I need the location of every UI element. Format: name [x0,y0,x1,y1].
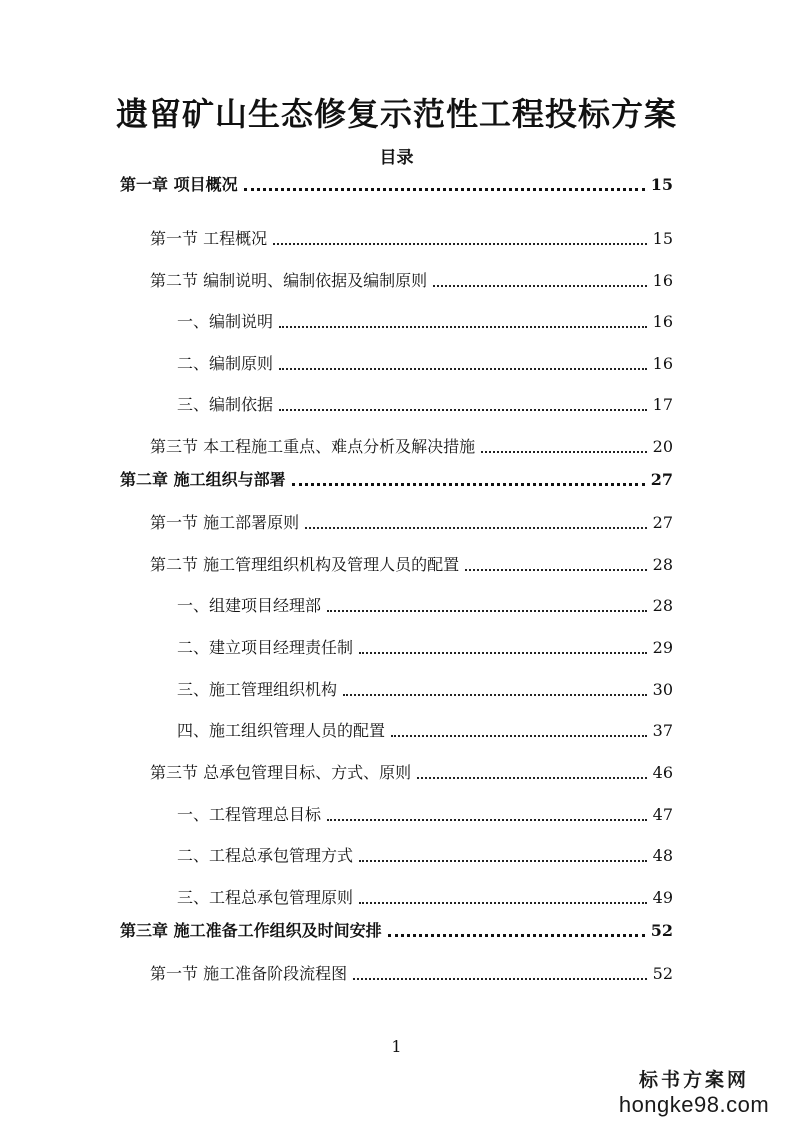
toc-dot-leader [359,860,647,862]
toc-entry-label: 一、组建项目经理部 [177,596,322,615]
toc-entry[interactable] [177,591,673,617]
toc-dot-leader [327,819,647,821]
toc-entry[interactable] [177,841,673,867]
toc-dot-leader [343,694,647,696]
toc-entry-page: 17 [652,395,673,414]
toc-entry-label: 二、建立项目经理责任制 [177,638,354,657]
toc-dot-leader [359,902,647,904]
toc-entry-label: 一、工程管理总目标 [177,805,322,824]
watermark-logo [609,1070,779,1118]
toc-entry-label: 二、工程总承包管理方式 [177,846,354,865]
toc-entry-page: 15 [652,229,673,248]
toc-entry[interactable] [150,550,673,576]
toc-entry-label: 三、编制依据 [177,395,274,414]
toc-dot-leader [388,934,645,937]
toc-entry-page: 28 [652,596,673,615]
toc-entry-page: 16 [652,354,673,373]
toc-dot-leader [244,188,645,191]
toc-entry-label: 第三章 施工准备工作组织及时间安排 [120,921,382,940]
toc-entry-page: 16 [652,271,673,290]
toc-heading: 目录 [379,148,414,168]
toc-entry-label: 第二节 施工管理组织机构及管理人员的配置 [150,555,460,574]
toc-entry[interactable] [120,170,673,196]
toc-dot-leader [279,326,647,328]
toc-dot-leader [273,243,647,245]
watermark-name: 标书方案网 [638,1070,749,1091]
toc-dot-leader [391,735,647,737]
toc-entry-page: 46 [652,763,673,782]
toc-entry[interactable] [150,508,673,534]
toc-entry-page: 15 [650,175,673,194]
toc-entry-page: 27 [650,470,673,489]
toc-dot-leader [305,527,647,529]
toc-dot-leader [327,610,647,612]
toc-dot-leader [465,569,647,571]
toc-entry[interactable] [150,224,673,250]
toc-entry-label: 二、编制原则 [177,354,274,373]
toc-entry-page: 29 [652,638,673,657]
toc-entry-label: 第三节 本工程施工重点、难点分析及解决措施 [150,437,476,456]
toc-entry-label: 一、编制说明 [177,312,274,331]
toc-entry-page: 52 [650,921,673,940]
toc-entry[interactable] [120,916,673,942]
toc-entry[interactable] [150,266,673,292]
toc-dot-leader [279,409,647,411]
toc-entry[interactable] [150,758,673,784]
toc-entry-page: 37 [652,721,673,740]
toc-entry-page: 28 [652,555,673,574]
toc-entry-page: 48 [652,846,673,865]
toc-entry-label: 第一节 工程概况 [150,229,268,248]
toc-entry[interactable] [177,307,673,333]
watermark-url: hongke98.com [618,1092,770,1117]
toc-entry-page: 16 [652,312,673,331]
toc-entry-page: 27 [652,513,673,532]
toc-entry-label: 第二章 施工组织与部署 [120,470,286,489]
document-title: 遗留矿山生态修复示范性工程投标方案 [115,95,677,133]
toc-entry-page: 49 [652,888,673,907]
toc-dot-leader [292,483,645,486]
toc-entry[interactable] [150,432,673,458]
toc-entry[interactable] [177,349,673,375]
toc-entry[interactable] [177,883,673,909]
toc-entry-label: 第一章 项目概况 [120,175,238,194]
toc-entry[interactable] [177,675,673,701]
toc-entry[interactable] [120,465,673,491]
toc-entry[interactable] [177,716,673,742]
toc-entry[interactable] [177,390,673,416]
toc-entry-label: 三、施工管理组织机构 [177,680,338,699]
page-number: 1 [391,1037,402,1056]
toc-entry-label: 第三节 总承包管理目标、方式、原则 [150,763,412,782]
toc-entry[interactable] [150,959,673,985]
toc-entry-label: 第一节 施工部署原则 [150,513,300,532]
toc-entry-label: 三、工程总承包管理原则 [177,888,354,907]
toc-dot-leader [353,978,647,980]
toc-dot-leader [481,451,647,453]
toc-entry-label: 四、施工组织管理人员的配置 [177,721,386,740]
toc-entry[interactable] [177,633,673,659]
toc-dot-leader [279,368,647,370]
toc-entry-page: 52 [652,964,673,983]
toc-dot-leader [433,285,647,287]
toc-entry-page: 30 [652,680,673,699]
toc-dot-leader [417,777,647,779]
toc-entry-label: 第一节 施工准备阶段流程图 [150,964,348,983]
toc-entry-label: 第二节 编制说明、编制依据及编制原则 [150,271,428,290]
toc-entry-page: 20 [652,437,673,456]
toc-entry[interactable] [177,800,673,826]
toc-entry-page: 47 [652,805,673,824]
toc-dot-leader [359,652,647,654]
